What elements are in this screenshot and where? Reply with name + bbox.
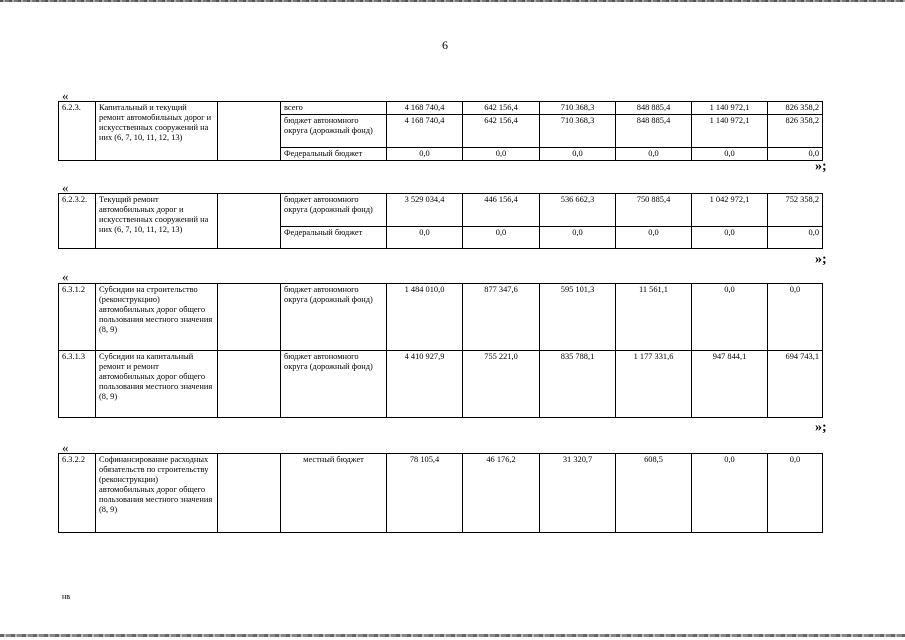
row-code: 6.2.3.2. [59, 194, 96, 249]
row-name: Капитальный и текущий ремонт автомобильных дорог и искусственных сооружений на них (6, 7, 10, 11, 12, 13) [96, 102, 218, 161]
value-cell: 694 743,1 [768, 351, 823, 418]
scan-edge-top [0, 0, 905, 2]
close-quote: »; [815, 420, 827, 435]
table-block-2 [58, 193, 823, 249]
value-cell: 0,0 [616, 227, 692, 249]
value-cell: 848 885,4 [616, 115, 692, 148]
blank-cell [218, 284, 281, 351]
value-cell: 0,0 [616, 148, 692, 161]
funding-source: бюджет автономного округа (дорожный фонд) [281, 115, 387, 148]
value-cell: 46 176,2 [463, 454, 540, 533]
table-block-1 [58, 101, 823, 161]
value-cell: 0,0 [387, 227, 463, 249]
value-cell: 710 368,3 [540, 102, 616, 115]
value-cell: 78 105,4 [387, 454, 463, 533]
value-cell: 0,0 [692, 148, 768, 161]
value-cell: 0,0 [692, 454, 768, 533]
value-cell: 0,0 [768, 227, 823, 249]
funding-source: Федеральный бюджет [281, 148, 387, 161]
value-cell: 0,0 [692, 284, 768, 351]
row-name: Софинансирование расходных обязательств по строительству (реконструкции) автомобильных дорог общего пользования местного значения (8, 9) [96, 454, 218, 533]
table-row [59, 102, 823, 115]
row-code: 6.3.1.3 [59, 351, 96, 418]
value-cell: 0,0 [387, 148, 463, 161]
value-cell: 1 484 010,0 [387, 284, 463, 351]
value-cell: 826 358,2 [768, 102, 823, 115]
value-cell: 835 788,1 [540, 351, 616, 418]
value-cell: 1 177 331,6 [616, 351, 692, 418]
value-cell: 752 358,2 [768, 194, 823, 227]
open-quote: « [62, 180, 69, 195]
open-quote: « [62, 440, 69, 455]
blank-cell [218, 351, 281, 418]
value-cell: 0,0 [768, 284, 823, 351]
value-cell: 710 368,3 [540, 115, 616, 148]
value-cell: 1 140 972,1 [692, 115, 768, 148]
table-row [59, 351, 823, 418]
value-cell: 1 042 972,1 [692, 194, 768, 227]
close-quote: »; [815, 159, 827, 174]
value-cell: 4 168 740,4 [387, 115, 463, 148]
value-cell: 595 101,3 [540, 284, 616, 351]
value-cell: 642 156,4 [463, 102, 540, 115]
value-cell: 11 561,1 [616, 284, 692, 351]
row-name: Субсидии на строительство (реконструкцию) автомобильных дорог общего пользования местного значения (8, 9) [96, 284, 218, 351]
value-cell: 0,0 [540, 227, 616, 249]
value-cell: 31 320,7 [540, 454, 616, 533]
value-cell: 4 168 740,4 [387, 102, 463, 115]
table-row [59, 194, 823, 227]
close-quote: »; [815, 252, 827, 267]
value-cell: 826 358,2 [768, 115, 823, 148]
value-cell: 0,0 [540, 148, 616, 161]
value-cell: 750 885,4 [616, 194, 692, 227]
value-cell: 0,0 [692, 227, 768, 249]
table-block-3 [58, 283, 823, 418]
row-code: 6.3.1.2 [59, 284, 96, 351]
funding-source: бюджет автономного округа (дорожный фонд) [281, 351, 387, 418]
value-cell: 642 156,4 [463, 115, 540, 148]
value-cell: 0,0 [463, 148, 540, 161]
blank-cell [218, 102, 281, 161]
value-cell: 446 156,4 [463, 194, 540, 227]
row-code: 6.2.3. [59, 102, 96, 161]
funding-source: местный бюджет [281, 454, 387, 533]
open-quote: « [62, 269, 69, 284]
value-cell: 0,0 [463, 227, 540, 249]
value-cell: 1 140 972,1 [692, 102, 768, 115]
value-cell: 4 410 927,9 [387, 351, 463, 418]
value-cell: 3 529 034,4 [387, 194, 463, 227]
table-row [59, 454, 823, 533]
value-cell: 0,0 [768, 454, 823, 533]
value-cell: 755 221,0 [463, 351, 540, 418]
blank-cell [218, 454, 281, 533]
value-cell: 848 885,4 [616, 102, 692, 115]
value-cell: 536 662,3 [540, 194, 616, 227]
blank-cell [218, 194, 281, 249]
funding-source: всего [281, 102, 387, 115]
table-block-4 [58, 453, 823, 533]
value-cell: 877 347,6 [463, 284, 540, 351]
table-row [59, 284, 823, 351]
value-cell: 0,0 [768, 148, 823, 161]
row-code: 6.3.2.2 [59, 454, 96, 533]
footer-code: нв [62, 592, 71, 601]
row-name: Текущий ремонт автомобильных дорог и искусственных сооружений на них (6, 7, 10, 11, 12, 13) [96, 194, 218, 249]
funding-source: бюджет автономного округа (дорожный фонд) [281, 284, 387, 351]
page-number: 6 [442, 38, 448, 52]
value-cell: 947 844,1 [692, 351, 768, 418]
scan-edge-bottom [0, 634, 905, 637]
funding-source: Федеральный бюджет [281, 227, 387, 249]
funding-source: бюджет автономного округа (дорожный фонд) [281, 194, 387, 227]
row-name: Субсидии на капитальный ремонт и ремонт автомобильных дорог общего пользования местного значения (8, 9) [96, 351, 218, 418]
value-cell: 608,5 [616, 454, 692, 533]
open-quote: « [62, 88, 69, 103]
